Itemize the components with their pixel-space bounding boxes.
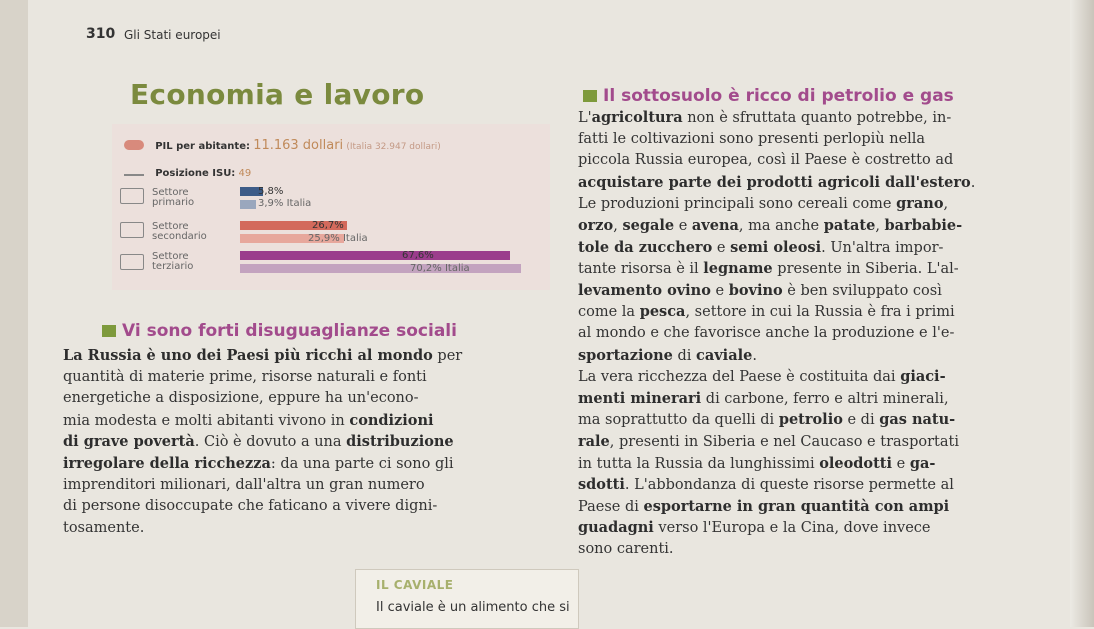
text-line: di grave povertà. Ciò è dovuto a una distribuzione <box>63 433 454 451</box>
right-section-heading: Il sottosuolo è ricco di petrolio e gas <box>583 86 954 106</box>
industry-icon <box>120 222 144 238</box>
text-line: come la pesca, settore in cui la Russia è fra i primi <box>578 303 955 321</box>
text-line: tole da zucchero e semi oleosi. Un'altra impor- <box>578 238 944 256</box>
caviale-title: IL CAVIALE <box>376 578 454 592</box>
text-line: Paese di esportarne in gran quantità con ampi <box>578 497 950 515</box>
text-line: levamento ovino e bovino è ben sviluppato così <box>578 281 942 299</box>
text-line: La Russia è uno dei Paesi più ricchi al mondo per <box>63 347 463 364</box>
sector-primary-name: Settore primario <box>152 187 195 208</box>
text-line: energetiche a disposizione, eppure ha un'econo- <box>63 390 419 407</box>
text-line: ma soprattutto da quelli di petrolio e di gas natu- <box>578 411 956 429</box>
bar-tertiary-russia-label: 67,6% <box>402 250 434 261</box>
money-icon <box>124 140 144 150</box>
text-line: tante risorsa è il legname presente in Siberia. L'al- <box>578 260 959 278</box>
text-line: sono carenti. <box>578 540 674 557</box>
pil-row <box>124 138 441 153</box>
isu-value: 49 <box>238 168 252 179</box>
text-line: sportazione di caviale. <box>578 346 757 364</box>
running-title: Gli Stati europei <box>124 28 221 42</box>
page-gutter <box>0 0 28 627</box>
page-number: 310 <box>86 26 116 42</box>
text-line: sdotti. L'abbondanza di queste risorse permette al <box>578 476 954 494</box>
ranking-icon <box>124 164 144 176</box>
bar-tertiary-italy-label: 70,2% Italia <box>410 263 470 274</box>
bar-secondary-russia-label: 26,7% <box>312 220 344 231</box>
text-line: in tutta la Russia da lunghissimi oleodotti e ga- <box>578 454 936 472</box>
heading-square-icon <box>102 325 116 337</box>
isu-row <box>124 164 251 179</box>
section-title: Economia e lavoro <box>130 78 425 111</box>
pil-value: 11.163 dollari <box>253 138 344 153</box>
text-line: piccola Russia europea, così il Paese è costretto ad <box>578 152 954 169</box>
text-line: imprenditori milionari, dall'altra un gran numero <box>63 476 425 493</box>
pil-italy: (Italia 32.947 dollari) <box>346 142 441 152</box>
agriculture-icon <box>120 188 144 204</box>
bar-tertiary-italy <box>240 264 521 273</box>
text-line: irregolare della ricchezza: da una parte ci sono gli <box>63 454 454 472</box>
left-body-text <box>63 345 553 539</box>
bar-primary-italy <box>240 200 256 209</box>
caviale-box <box>355 569 579 629</box>
text-line: menti minerari di carbone, ferro e altri minerali, <box>578 389 949 407</box>
page-fold-shadow <box>1070 0 1094 627</box>
text-line: tosamente. <box>63 519 145 536</box>
sector-tertiary-name: Settore terziario <box>152 251 194 272</box>
text-line: di persone disoccupate che faticano a vivere digni- <box>63 498 438 515</box>
heading-square-icon <box>583 90 597 102</box>
right-body-text <box>578 107 1058 560</box>
text-line: orzo, segale e avena, ma anche patate, barbabie- <box>578 216 963 234</box>
text-line: mia modesta e molti abitanti vivono in condizioni <box>63 411 434 429</box>
isu-label: Posizione ISU: <box>155 168 236 179</box>
left-section-heading: Vi sono forti disuguaglianze sociali <box>102 321 457 341</box>
bar-primary-russia-label: 5,8% <box>258 186 284 197</box>
services-icon <box>120 254 144 270</box>
text-line: al mondo e che favorisce anche la produzione e l'e- <box>578 324 955 341</box>
caviale-text: Il caviale è un alimento che si <box>376 600 570 615</box>
text-line: fatti le coltivazioni sono presenti perlopiù nella <box>578 130 926 147</box>
text-line: Le produzioni principali sono cereali come grano, <box>578 195 949 213</box>
text-line: guadagni verso l'Europa e la Cina, dove invece <box>578 519 931 537</box>
bar-primary-italy-label: 3,9% Italia <box>258 198 312 209</box>
text-line: rale, presenti in Siberia e nel Caucaso e trasportati <box>578 432 959 450</box>
sector-secondary-name: Settore secondario <box>152 221 207 242</box>
text-line: La vera ricchezza del Paese è costituita dai giaci- <box>578 368 946 386</box>
text-line: L'agricoltura non è sfruttata quanto potrebbe, in- <box>578 109 952 126</box>
bar-tertiary-russia <box>240 251 510 260</box>
text-line: acquistare parte dei prodotti agricoli dall'estero. <box>578 173 976 191</box>
pil-label: PIL per abitante: <box>155 141 250 152</box>
bar-secondary-italy-label: 25,9% Italia <box>308 233 368 244</box>
economy-data-card <box>112 124 550 290</box>
text-line: quantità di materie prime, risorse naturali e fonti <box>63 368 427 385</box>
